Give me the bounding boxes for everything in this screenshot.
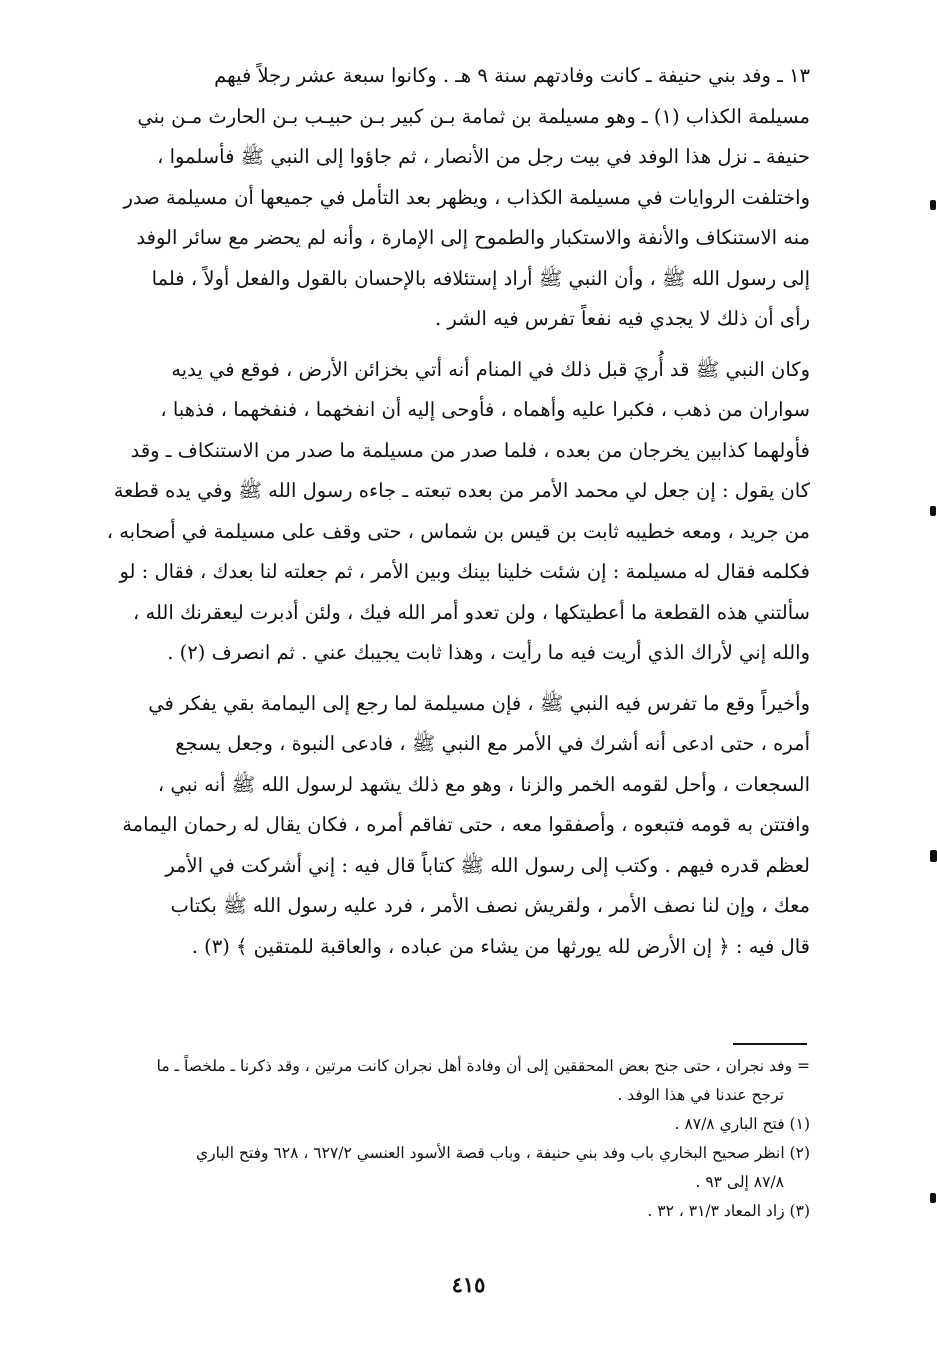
text-line: واختلفت الروايات في مسيلمة الكذاب ، ويظهر بعد التأمل في جميعها أن مسيلمة صدر: [123, 185, 810, 209]
text-line: أمره ، حتى ادعى أنه أشرك في الأمر مع النبي ﷺ ، فادعى النبوة ، وجعل يسجع: [175, 732, 810, 755]
text-line: وافتتن به قومه فتبعوه ، وأصفقوا معه ، حتى تفاقم أمره ، فكان يقال له رحمان اليمامة: [122, 813, 810, 836]
text-line: منه الاستنكاف والأنفة والاستكبار والطموح إلى الإمارة ، وأنه لم يحضر مع سائر الوفد: [136, 226, 810, 249]
margin-mark: [930, 200, 936, 210]
text-line: رأى أن ذلك لا يجدي فيه نفعاً تفرس فيه الشر .: [434, 307, 810, 330]
main-text: [58, 56, 810, 967]
paragraph-3: [58, 684, 810, 968]
footnote-separator: [733, 1043, 807, 1045]
text-line: من جريد ، ومعه خطيبه ثابت بن قيس بن شماس ، حتى وقف على مسيلمة في أصحابه ،: [106, 519, 810, 543]
text-line: وأخيراً وقع ما تفرس فيه النبي ﷺ ، فإن مسيلمة لما رجع إلى اليمامة بقي يفكر في: [148, 691, 810, 715]
text-line: السجعات ، وأحل لقومه الخمر والزنا ، وهو مع ذلك يشهد لرسول الله ﷺ أنه نبي ،: [157, 772, 810, 796]
paragraph-1: [58, 56, 810, 340]
margin-mark: [930, 850, 937, 862]
text-line: لعظم قدره فيهم . وكتب إلى رسول الله ﷺ كتاباً قال فيه : إني أشركت في الأمر: [165, 853, 810, 877]
text-line: معك ، وإن لنا نصف الأمر ، ولقريش نصف الأمر ، فرد عليه رسول الله ﷺ بكتاب: [170, 894, 810, 917]
text-line: فكلمه فقال له مسيلمة : إن شئت خلينا بينك وبين الأمر ، ثم جعلته لنا بعدك ، فقال : لو: [119, 560, 810, 583]
text-line: والله إني لأراك الذي أريت فيه ما رأيت ، وهذا ثابت يجيبك عني . ثم انصرف (٢) .: [167, 641, 810, 664]
footnote-line: = وفد نجران ، حتى جنح بعض المحققين إلى أن وفادة أهل نجران كانت مرتين ، وقد ذكرنا ـ ملخصاً ـ ما: [156, 1057, 810, 1075]
text-line: كان يقول : إن جعل لي محمد الأمر من بعده تبعته ـ جاءه رسول الله ﷺ وفي يده قطعة: [113, 479, 810, 502]
footnotes: [40, 1052, 810, 1226]
footnote-line: (٣) زاد المعاد ٣١/٣ ، ٣٢ .: [647, 1202, 810, 1220]
footnote-line: (٢) انظر صحيح البخاري باب وفد بني حنيفة ، وباب قصة الأسود العنسي ٦٢٧/٢ ، ٦٢٨ وفتح الباري: [195, 1144, 810, 1162]
margin-mark: [930, 1193, 936, 1203]
footnote-line: ترجح عندنا في هذا الوفد .: [617, 1086, 784, 1104]
text-line: سواران من ذهب ، فكبرا عليه وأهماه ، فأوحى إليه أن انفخهما ، فنفخهما ، فذهبا ،: [160, 398, 810, 421]
text-line: سألتني هذه القطعة ما أعطيتكها ، ولن تعدو أمر الله فيك ، ولئن أدبرت ليعقرنك الله ،: [133, 600, 810, 624]
text-line: ١٣ ـ وفد بني حنيفة ـ كانت وفادتهم سنة ٩ هـ . وكانوا سبعة عشر رجلاً فيهم: [214, 64, 810, 87]
footnote-line: (١) فتح الباري ٨٧/٨ .: [674, 1115, 810, 1133]
text-line: فأولهما كذابين يخرجان من بعده ، فلما صدر من مسيلمة ما صدر من الاستنكاف ـ وقد: [130, 438, 810, 462]
text-line: مسيلمة الكذاب (١) ـ وهو مسيلمة بن ثمامة بـن كبير بـن حبيـب بـن الحارث مـن بني: [137, 104, 810, 128]
text-line: قال فيه : ﴿ إن الأرض لله يورثها من يشاء من عباده ، والعاقبة للمتقين ﴾ (٣) .: [191, 934, 810, 958]
text-line: حنيفة ـ نزل هذا الوفد في بيت رجل من الأنصار ، ثم جاؤوا إلى النبي ﷺ فأسلموا ،: [157, 145, 810, 168]
margin-mark: [930, 506, 936, 516]
page-number: ٤١٥: [451, 1272, 486, 1297]
paragraph-2: [58, 350, 810, 674]
text-line: إلى رسول الله ﷺ ، وأن النبي ﷺ أراد إستئلافه بالإحسان بالقول والفعل أولاً ، فلما: [151, 266, 810, 290]
footnote-line: ٨٧/٨ إلى ٩٣ .: [695, 1173, 784, 1191]
text-line: وكان النبي ﷺ قد أُريَ قبل ذلك في المنام أنه أتي بخزائن الأرض ، فوقع في يديه: [171, 357, 810, 381]
